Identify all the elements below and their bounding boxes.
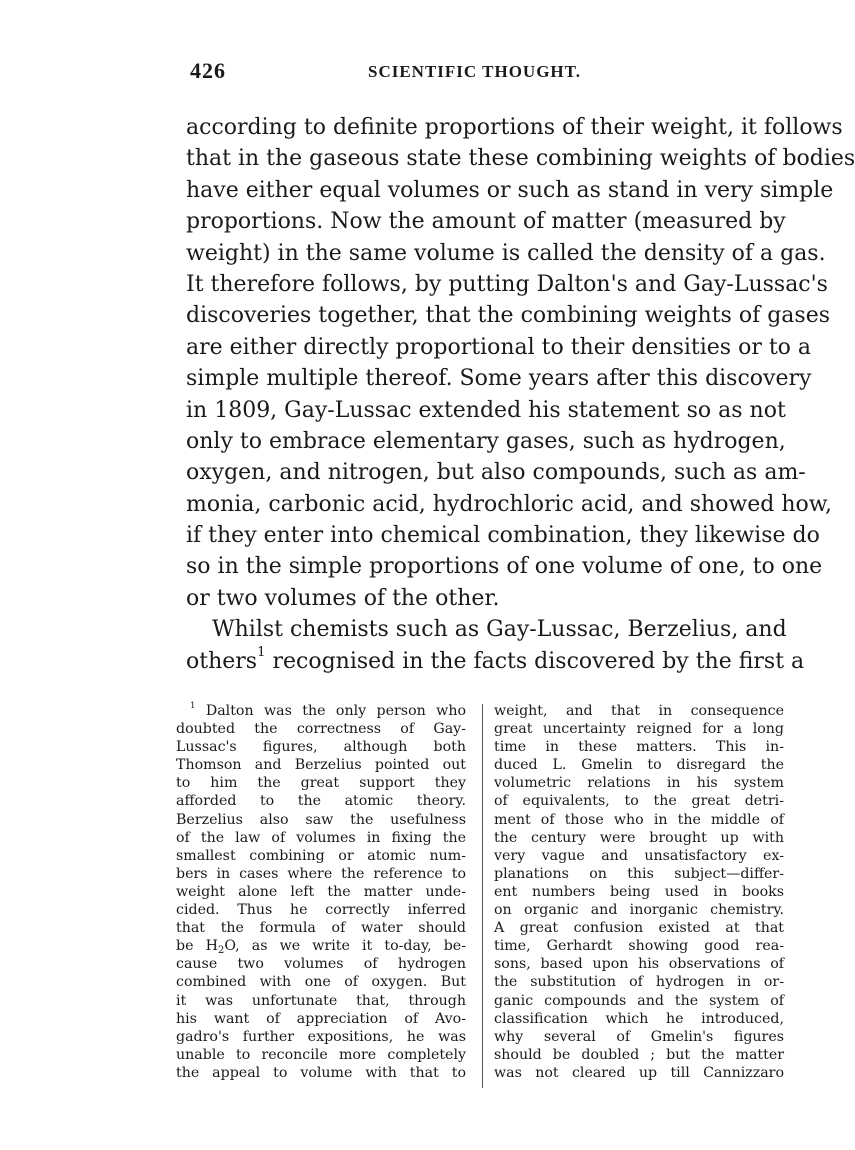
footnote-line-water-formula <box>176 937 466 955</box>
footnote-line: ent numbers being used in books <box>494 883 784 900</box>
body-line: simple multiple thereof. Some years after this discovery <box>186 366 812 392</box>
page-header <box>190 58 780 88</box>
footnote-line: cided. Thus he correctly inferred <box>176 902 466 919</box>
body-line-with-footnote-ref <box>186 644 805 677</box>
paragraph-end-line: or two volumes of the other. <box>186 585 500 611</box>
body-line: have either equal volumes or such as stand in very simple <box>186 177 834 203</box>
footnote-column-divider <box>482 704 483 1088</box>
footnote-left-column <box>176 702 466 1082</box>
footnote-line: should be doubled ; but the matter <box>494 1046 784 1063</box>
footnote-line: on organic and inorganic chemistry. <box>494 902 784 919</box>
body-line: oxygen, and nitrogen, but also compounds, such as am- <box>186 460 806 486</box>
footnote-line: doubted the correctness of Gay- <box>176 721 466 738</box>
body-line: weight) in the same volume is called the density of a gas. <box>186 240 826 266</box>
footnote-line: the substitution of hydrogen in or- <box>494 974 784 991</box>
footnote-line: unable to reconcile more completely <box>176 1046 466 1063</box>
body-line: that in the gaseous state these combining weights of bodies <box>186 146 855 172</box>
footnote-line: ment of those who in the middle of <box>494 811 784 828</box>
running-head: SCIENTIFIC THOUGHT. <box>368 62 581 81</box>
footnote-line: that the formula of water should <box>176 920 466 937</box>
footnote-line: to him the great support they <box>176 775 466 792</box>
body-line: proportions. Now the amount of matter (measured by <box>186 209 786 235</box>
footnote-line: the appeal to volume with that to <box>176 1064 466 1081</box>
body-line: discoveries together, that the combining weights of gases <box>186 303 831 329</box>
footnote-line: afforded to the atomic theory. <box>176 793 466 810</box>
footnote-line: of the law of volumes in fixing the <box>176 829 466 846</box>
body-line: so in the simple proportions of one volume of one, to one <box>186 554 823 580</box>
body-line: in 1809, Gay-Lussac extended his statement so as not <box>186 397 786 423</box>
body-line: It therefore follows, by putting Dalton's and Gay-Lussac's <box>186 271 828 297</box>
formula-subscript: 2 <box>217 945 225 957</box>
footnote-line: time, Gerhardt showing good rea- <box>494 938 784 955</box>
footnote-line: A great confusion existed at that <box>494 920 784 937</box>
page-number: 426 <box>190 58 226 83</box>
formula-prefix: be H <box>176 938 218 955</box>
footnote-line: very vague and unsatisfactory ex- <box>494 847 784 864</box>
footnote-line: weight alone left the matter unde- <box>176 883 466 900</box>
footnote-line: bers in cases where the reference to <box>176 865 466 882</box>
footnote-marker: 1 <box>190 701 196 711</box>
footnote-line: Thomson and Berzelius pointed out <box>176 757 466 774</box>
footnote-line: his want of appreciation of Avo- <box>176 1010 466 1027</box>
footnote-reference[interactable]: 1 <box>257 644 266 660</box>
footnote-line: ganic compounds and the system of <box>494 992 784 1009</box>
footnote-line: sons, based upon his observations of <box>494 956 784 973</box>
paragraph-start-line: Whilst chemists such as Gay-Lussac, Berzelius, and <box>212 617 787 643</box>
body-line-end: recognised in the facts discovered by the first a <box>265 648 805 674</box>
footnote-line: cause two volumes of hydrogen <box>176 956 466 973</box>
footnote-line: duced L. Gmelin to disregard the <box>494 757 784 774</box>
footnote-line: smallest combining or atomic num- <box>176 847 466 864</box>
formula-suffix: O, as we write it to-day, be- <box>224 938 466 955</box>
footnote-line: Berzelius also saw the usefulness <box>176 811 466 828</box>
footnote-line: it was unfortunate that, through <box>176 992 466 1009</box>
footnote-line: volumetric relations in his system <box>494 775 784 792</box>
body-line-start: others <box>186 648 258 674</box>
footnote-line: combined with one of oxygen. But <box>176 974 466 991</box>
footnote-right-column <box>494 702 784 1082</box>
body-text <box>186 112 855 677</box>
body-line: according to definite proportions of their weight, it follows <box>186 115 843 140</box>
footnote-line: classification which he introduced, <box>494 1010 784 1027</box>
footnote-line: weight, and that in consequence <box>494 703 784 719</box>
footnote-first-line: $^1$ Dalton was the only person who <box>190 701 466 719</box>
body-line: are either directly proportional to their densities or to a <box>186 334 812 360</box>
footnote-line: planations on this subject—differ- <box>494 865 784 882</box>
footnote-line: of equivalents, to the great detri- <box>494 793 784 810</box>
footnote-line: time in these matters. This in- <box>494 739 784 756</box>
footnote-line: Lussac's figures, although both <box>176 739 466 756</box>
footnote-line: the century were brought up with <box>494 829 784 846</box>
footnote-line: great uncertainty reigned for a long <box>494 721 784 738</box>
footnote-line: gadro's further expositions, he was <box>176 1028 466 1045</box>
body-line: monia, carbonic acid, hydrochloric acid, and showed how, <box>186 491 833 517</box>
footnote-line: why several of Gmelin's figures <box>494 1028 784 1045</box>
body-line: only to embrace elementary gases, such as hydrogen, <box>186 428 786 454</box>
footnote-line: was not cleared up till Cannizzaro <box>494 1064 784 1081</box>
body-line: if they enter into chemical combination, they likewise do <box>186 523 820 549</box>
